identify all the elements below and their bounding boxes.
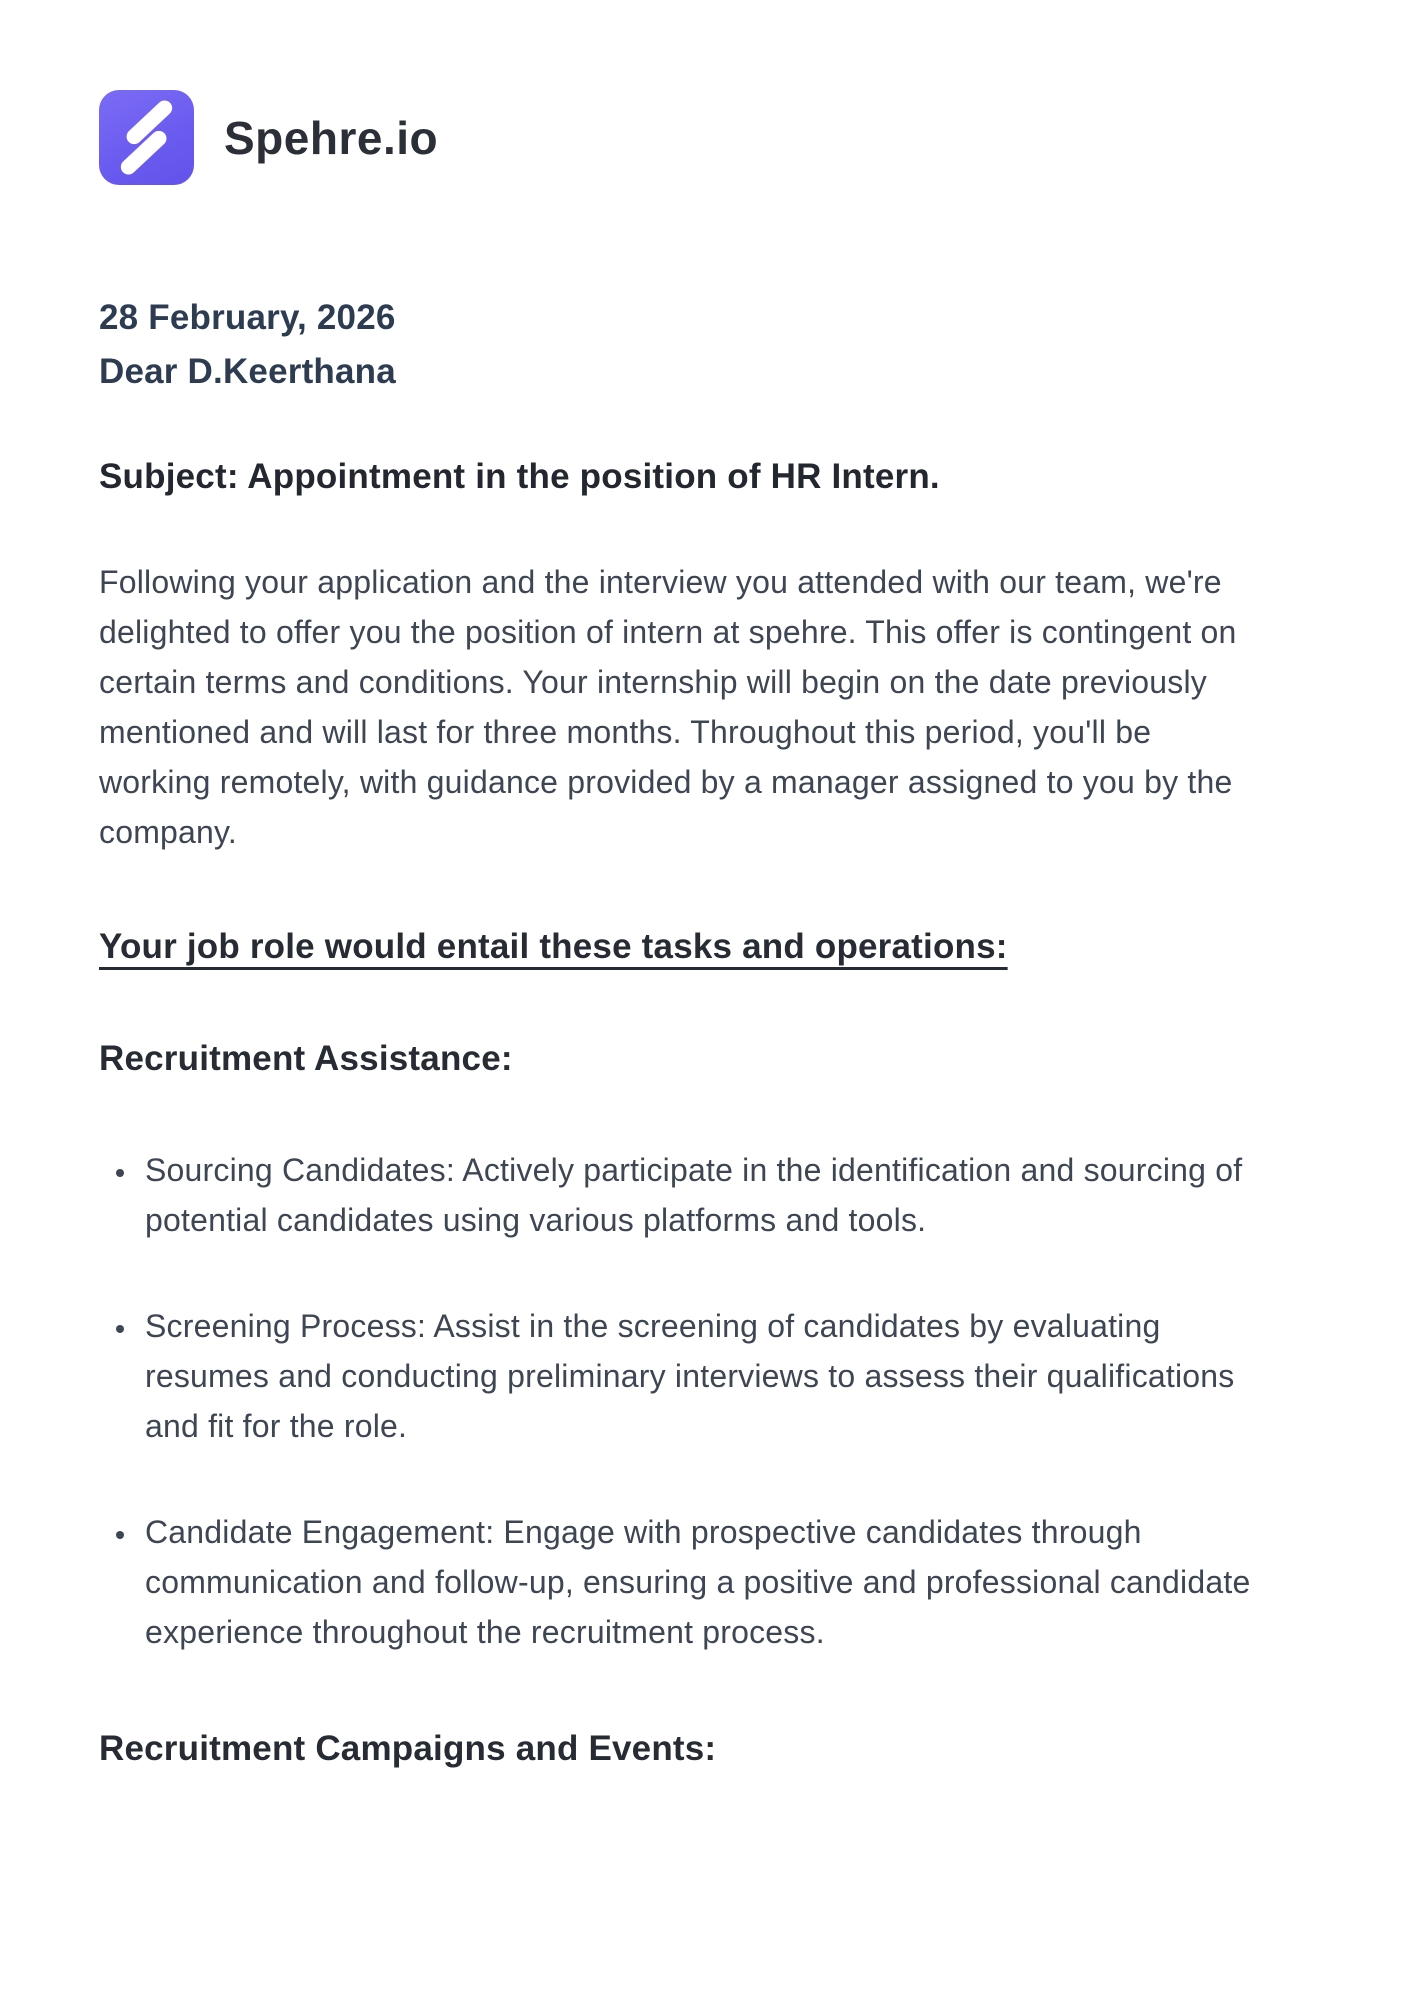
brand-header: [99, 90, 1304, 185]
section-title-recruitment-assistance: Recruitment Assistance:: [99, 1039, 513, 1078]
list-item: • Sourcing Candidates: Actively participate in the identification and sourcing of potential candidates using various platforms and tools.: [139, 1145, 1289, 1245]
letter-intro-paragraph: Following your application and the interview you attended with our team, we're delighted to offer you the position of intern at spehre. This offer is contingent on certain terms and conditions. Your internship will begin on the date previously mentioned and will last for three months. Throughout this period, you'll be working remotely, with guidance provided by a manager assigned to you by the company.: [99, 564, 1237, 850]
list-item: • Screening Process: Assist in the screening of candidates by evaluating resumes and conducting preliminary interviews to assess their qualifications and fit for the role.: [139, 1301, 1289, 1451]
letter-meta: [99, 291, 1304, 399]
letter-date: 28 February, 2026: [99, 298, 396, 337]
tasks-heading: Your job role would entail these tasks and operations:: [99, 927, 1008, 966]
s-bolt-icon: [99, 90, 194, 185]
recruitment-assistance-bullet-list: [99, 1145, 1289, 1657]
list-item: • Candidate Engagement: Engage with prospective candidates through communication and follow-up, ensuring a positive and professional candidate experience throughout the recruitment process.: [139, 1507, 1289, 1657]
letter-greeting: Dear D.Keerthana: [99, 352, 396, 391]
letter-subject: Subject: Appointment in the position of HR Intern.: [99, 457, 940, 496]
brand-name: Spehre.io: [224, 111, 439, 164]
section-title-recruitment-campaigns: Recruitment Campaigns and Events:: [99, 1729, 717, 1768]
